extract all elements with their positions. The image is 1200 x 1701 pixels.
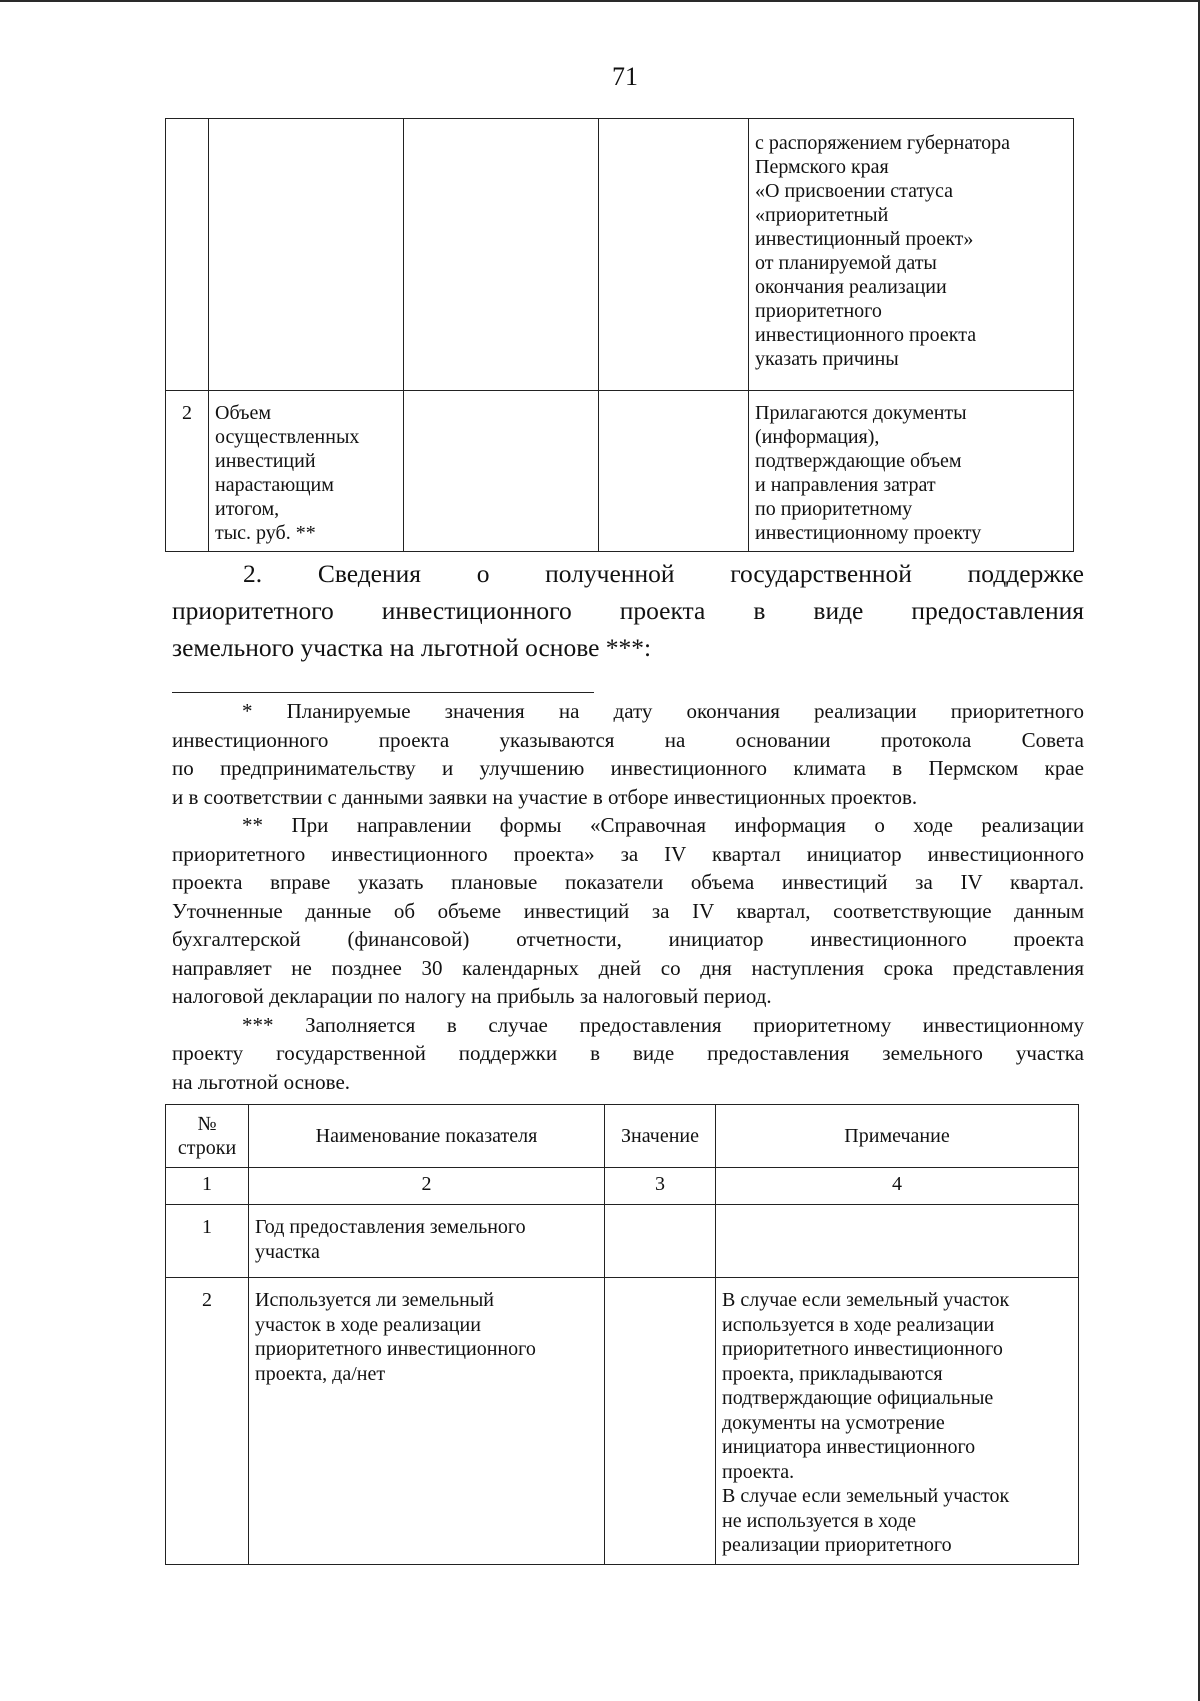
investment-info-table — [165, 118, 1074, 552]
footnotes — [172, 697, 1084, 1096]
header-value: Значение — [605, 1105, 716, 1168]
page-number: 71 — [612, 62, 638, 91]
row-number-cell: 2 — [166, 1278, 249, 1565]
row-number-cell: 2 — [166, 391, 209, 552]
note-cell: В случае если земельный участок используется в ходе реализации приоритетного инвестиционного проекта, прикладываются подтверждающие официальные документы на усмотрение инициатора инвестиционного проекта. В случае если земельный участок не используется в ходе реализации приоритетного — [716, 1278, 1079, 1565]
footnote-3: *** Заполняется в случае предоставления приоритетному инвестиционному проекту государственной поддержки в виде предоставления земельного участка на льготной основе. — [172, 1012, 1084, 1094]
empty-cell — [404, 119, 599, 391]
table-row — [166, 119, 1074, 391]
note-cell: Прилагаются документы (информация), подтверждающие объем и направления затрат по приоритетному инвестиционному проекту — [749, 391, 1074, 552]
value-cell — [605, 1205, 716, 1278]
column-index: 3 — [605, 1168, 716, 1205]
table-row — [166, 1205, 1079, 1278]
header-row-number: № строки — [166, 1105, 249, 1168]
note-cell: с распоряжением губернатора Пермского края «О присвоении статуса «приоритетный инвестиционный проект» от планируемой даты окончания реализации приоритетного инвестиционного проекта указать причины — [749, 119, 1074, 391]
row-number-cell — [166, 119, 209, 391]
header-note: Примечание — [716, 1105, 1079, 1168]
row-number-cell: 1 — [166, 1205, 249, 1278]
indicator-cell: Год предоставления земельного участка — [249, 1205, 605, 1278]
empty-cell — [599, 119, 749, 391]
indicator-cell: Используется ли земельный участок в ходе реализации приоритетного инвестиционного проекта, да/нет — [249, 1278, 605, 1565]
column-index: 2 — [249, 1168, 605, 1205]
footnote-1: * Планируемые значения на дату окончания реализации приоритетного инвестиционного проекта указываются на основании протокола Совета по предпринимательству и улучшению инвестиционного климата в Пермском крае и в соответствии с данными заявки на участие в отборе инвестиционных проектов. — [172, 699, 1084, 809]
empty-cell — [404, 391, 599, 552]
column-index: 1 — [166, 1168, 249, 1205]
table-row — [166, 391, 1074, 552]
column-index-row — [166, 1168, 1079, 1205]
empty-cell — [599, 391, 749, 552]
header-indicator-name: Наименование показателя — [249, 1105, 605, 1168]
note-cell — [716, 1205, 1079, 1278]
section-2-heading: 2. Сведения о полученной государственной поддержке приоритетного инвестиционного проекта в виде предоставления земельного участка на льготной основе ***: — [172, 559, 1084, 662]
footnote-separator — [172, 692, 594, 693]
column-index: 4 — [716, 1168, 1079, 1205]
footnote-2: ** При направлении формы «Справочная информация о ходе реализации приоритетного инвестиционного проекта» за IV квартал инициатор инвестиционного проекта вправе указать плановые показатели объема инвестиций за IV квартал. Уточненные данные об объеме инвестиций за IV квартал, соответствующие данным бухгалтерской (финансовой) отчетности, инициатор инвестиционного проекта направляет не позднее 30 календарных дней со дня наступления срока представления налоговой декларации по налогу на прибыль за налоговый период. — [172, 813, 1084, 1008]
value-cell — [605, 1278, 716, 1565]
indicator-cell — [209, 119, 404, 391]
land-plot-support-table — [165, 1104, 1079, 1565]
scan-edge-top — [0, 0, 1200, 2]
table-header-row — [166, 1105, 1079, 1168]
indicator-cell: Объем осуществленных инвестиций нарастающим итогом, тыс. руб. ** — [209, 391, 404, 552]
table-row — [166, 1278, 1079, 1565]
